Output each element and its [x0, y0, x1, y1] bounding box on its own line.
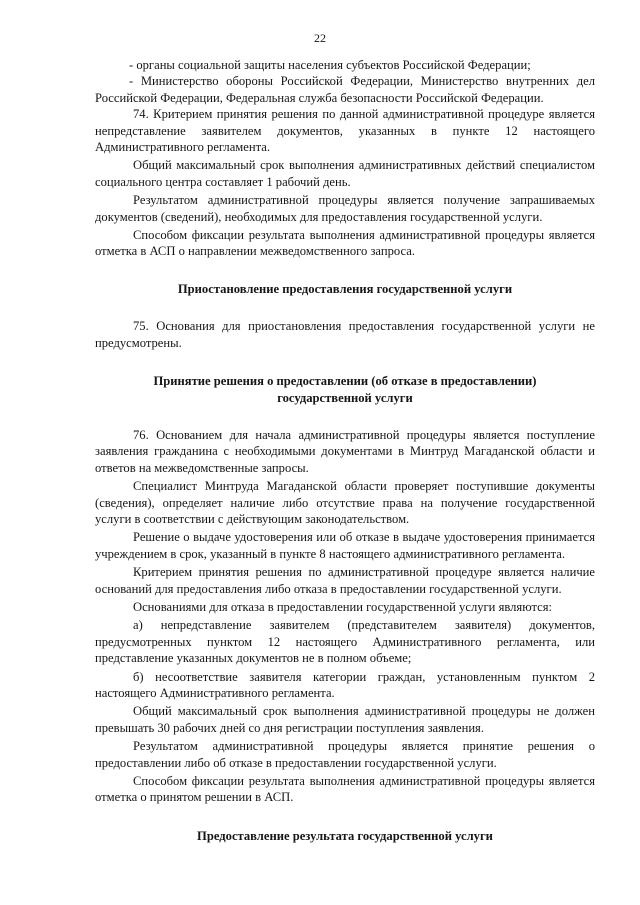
paragraph: 74. Критерием принятия решения по данной административной процедуре является непредставление заявителем документов, указанных в пункте 12 настоящего Административного регламента. [95, 107, 595, 155]
paragraph: Специалист Минтруда Магаданской области проверяет поступившие документы (сведения), определяет наличие либо отсутствие права на получение государственной услуги в соответствии с действующим законодательством. [95, 479, 595, 526]
paragraph: 76. Основанием для начала административной процедуры является поступление заявления гражданина с необходимыми документами в Минтруд Магаданской области и ответов на межведомственные запросы. [95, 427, 595, 475]
document-body [95, 57, 595, 844]
paragraph: 75. Основания для приостановления предоставления государственной услуги не предусмотрены. [95, 319, 595, 350]
paragraph: Способом фиксации результата выполнения административной процедуры является отметка в АСП о направлении межведомственного запроса. [95, 228, 595, 259]
paragraph: Способом фиксации результата выполнения административной процедуры является отметка о принятом решении в АСП. [95, 774, 595, 805]
section-heading [95, 373, 595, 406]
paragraph: Решение о выдаче удостоверения или об отказе в выдаче удостоверения принимается учреждением в срок, указанный в пункте 8 настоящего административного регламента. [95, 530, 595, 561]
section-heading: Приостановление предоставления государственной услуги [177, 281, 513, 296]
paragraph: а) непредставление заявителем (представителем заявителя) документов, предусмотренных пунктом 12 настоящего Административного регламента, или представление указанных документов не в полном объеме; [95, 618, 595, 666]
page-number: 22 [314, 31, 326, 45]
section-heading-line: государственной услуги [277, 390, 413, 405]
paragraph: Общий максимальный срок выполнения административных действий специалистом социального центра составляет 1 рабочий день. [95, 158, 595, 189]
section-heading: Предоставление результата государственной услуги [197, 828, 493, 843]
paragraph: Результатом административной процедуры является принятие решения о предоставлении либо об отказе в предоставлении государственной услуги. [95, 739, 595, 770]
paragraph: Результатом административной процедуры является получение запрашиваемых документов (сведений), необходимых для предоставления государственной услуги. [95, 193, 595, 224]
paragraph: Общий максимальный срок выполнения административной процедуры не должен превышать 30 рабочих дней со дня регистрации поступления заявления. [95, 704, 595, 735]
paragraph: - Министерство обороны Российской Федерации, Министерство внутренних дел Российской Федерации, Федеральная служба безопасности Российской Федерации. [95, 74, 595, 105]
paragraph: б) несоответствие заявителя категории граждан, установленным пунктом 2 настоящего Административного регламента. [95, 669, 595, 700]
paragraph: Основаниями для отказа в предоставлении государственной услуги являются: [133, 599, 553, 614]
paragraph: Критерием принятия решения по административной процедуре является наличие оснований для предоставления либо отказа в предоставлении государственной услуги. [95, 565, 595, 596]
paragraph: - органы социальной защиты населения субъектов Российской Федерации; [129, 58, 531, 72]
section-heading-line: Принятие решения о предоставлении (об отказе в предоставлении) [153, 374, 537, 389]
